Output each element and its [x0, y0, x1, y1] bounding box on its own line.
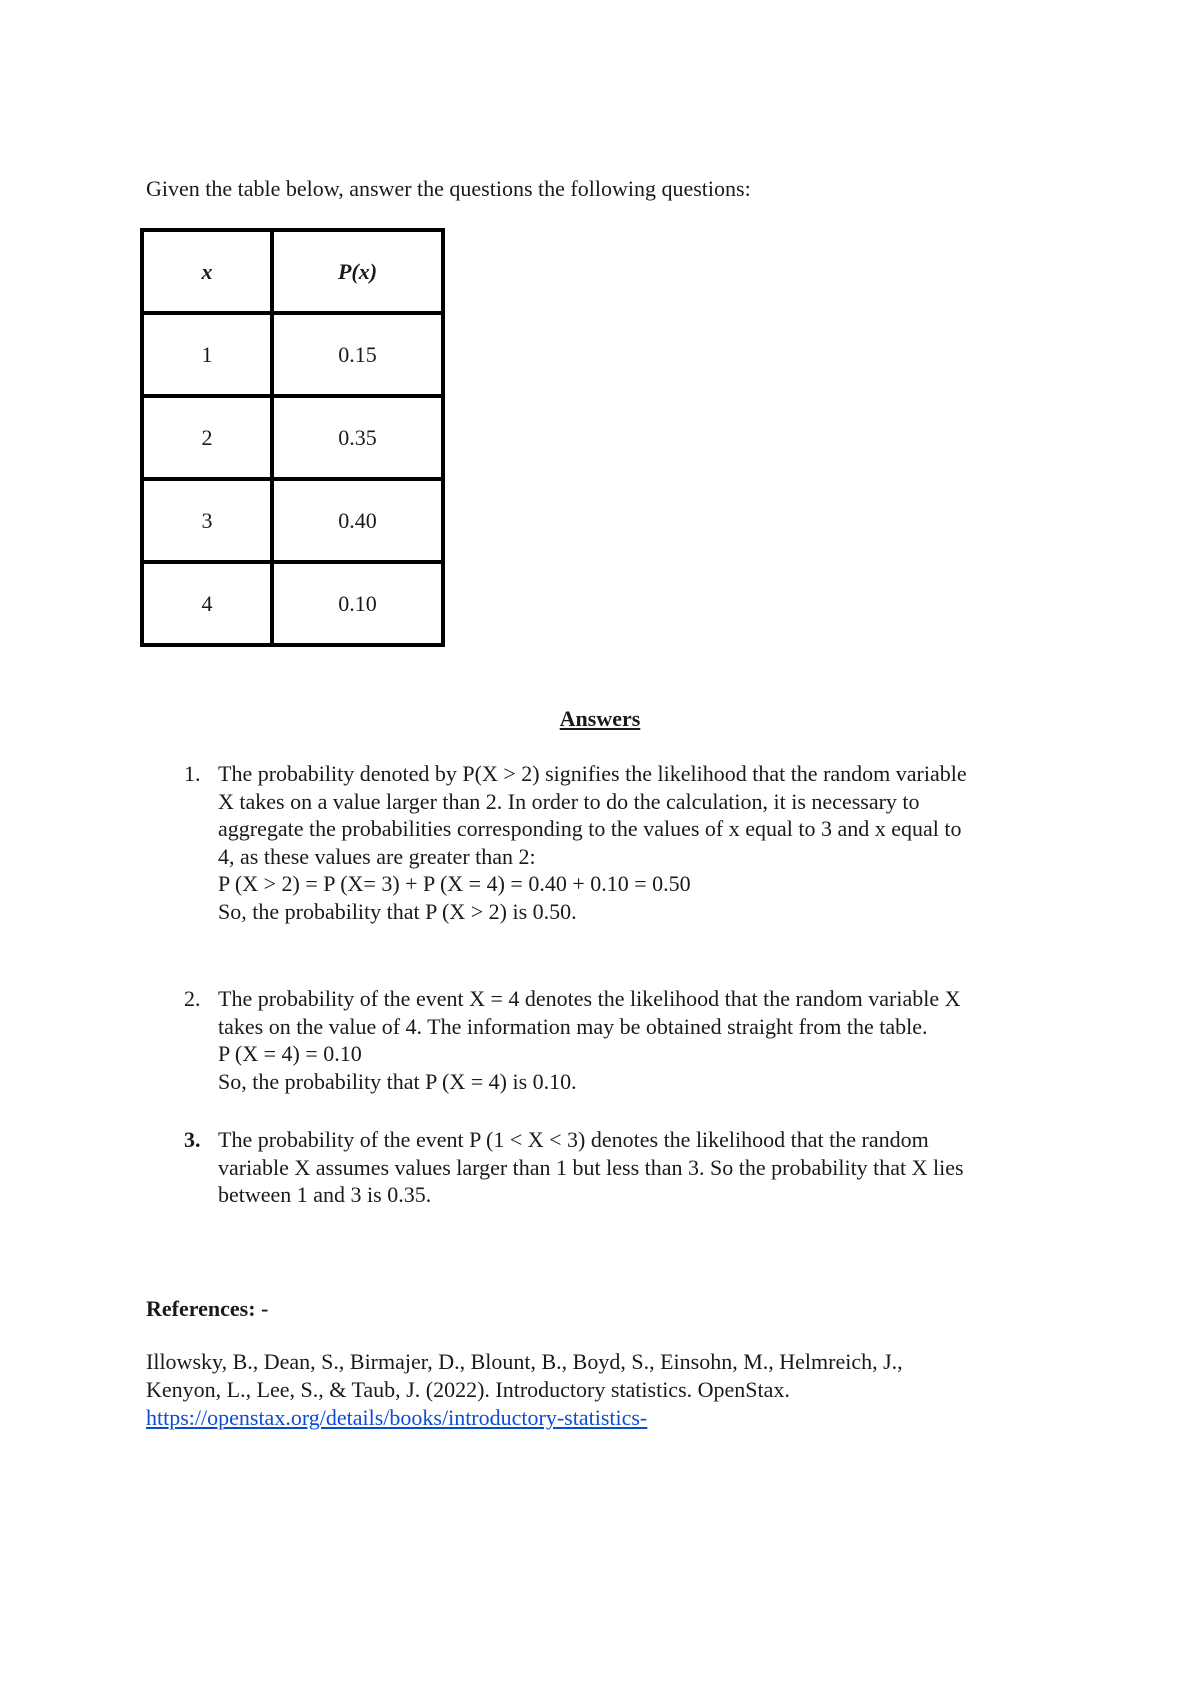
table-row: [142, 479, 443, 562]
answer-line: The probability of the event P (1 < X < 3) denotes the likelihood that the random: [218, 1127, 929, 1152]
cell-x: 3: [142, 479, 272, 562]
answer-number: 1.: [184, 761, 201, 786]
references-heading: References: -: [146, 1296, 269, 1321]
reference-line: Illowsky, B., Dean, S., Birmajer, D., Blount, B., Boyd, S., Einsohn, M., Helmreich, J.,: [146, 1349, 903, 1374]
answer-body: [218, 985, 1078, 1095]
table-header-row: [142, 230, 443, 313]
table-row: [142, 313, 443, 396]
probability-table: [140, 228, 445, 647]
cell-x: 1: [142, 313, 272, 396]
cell-x: 2: [142, 396, 272, 479]
answer-line: P (X > 2) = P (X= 3) + P (X = 4) = 0.40 + 0.10 = 0.50: [218, 871, 691, 896]
answer-body: [218, 1126, 1078, 1209]
answer-line: So, the probability that P (X = 4) is 0.10.: [218, 1068, 577, 1094]
header-px: P(x): [272, 230, 443, 313]
cell-px: 0.10: [272, 562, 443, 645]
reference-entry: [146, 1348, 1086, 1432]
table-row: [142, 562, 443, 645]
table-row: [142, 396, 443, 479]
answer-body: [218, 760, 1078, 925]
answer-line: P (X = 4) = 0.10: [218, 1041, 362, 1066]
reference-line: Kenyon, L., Lee, S., & Taub, J. (2022). Introductory statistics. OpenStax.: [146, 1377, 790, 1402]
answer-line: The probability denoted by P(X > 2) signifies the likelihood that the random variable: [218, 761, 967, 786]
intro-text: Given the table below, answer the questions the following questions:: [146, 176, 751, 201]
cell-px: 0.35: [272, 396, 443, 479]
answer-line: X takes on a value larger than 2. In order to do the calculation, it is necessary to: [218, 788, 920, 814]
answer-line: The probability of the event X = 4 denotes the likelihood that the random variable X: [218, 986, 961, 1011]
answer-line: So, the probability that P (X > 2) is 0.50.: [218, 898, 577, 924]
answer-number: 3.: [184, 1127, 201, 1152]
header-x: x: [142, 230, 272, 313]
answers-heading: Answers: [559, 706, 641, 731]
cell-px: 0.15: [272, 313, 443, 396]
answer-number: 2.: [184, 986, 201, 1011]
answer-line: aggregate the probabilities corresponding to the values of x equal to 3 and x equal to: [218, 816, 962, 841]
answer-line: takes on the value of 4. The information may be obtained straight from the table.: [218, 1013, 928, 1039]
answer-line: 4, as these values are greater than 2:: [218, 843, 536, 869]
answer-line: between 1 and 3 is 0.35.: [218, 1182, 432, 1207]
reference-link[interactable]: https://openstax.org/details/books/introductory-statistics-: [146, 1405, 648, 1430]
cell-px: 0.40: [272, 479, 443, 562]
cell-x: 4: [142, 562, 272, 645]
answer-line: variable X assumes values larger than 1 but less than 3. So the probability that X lies: [218, 1154, 964, 1180]
